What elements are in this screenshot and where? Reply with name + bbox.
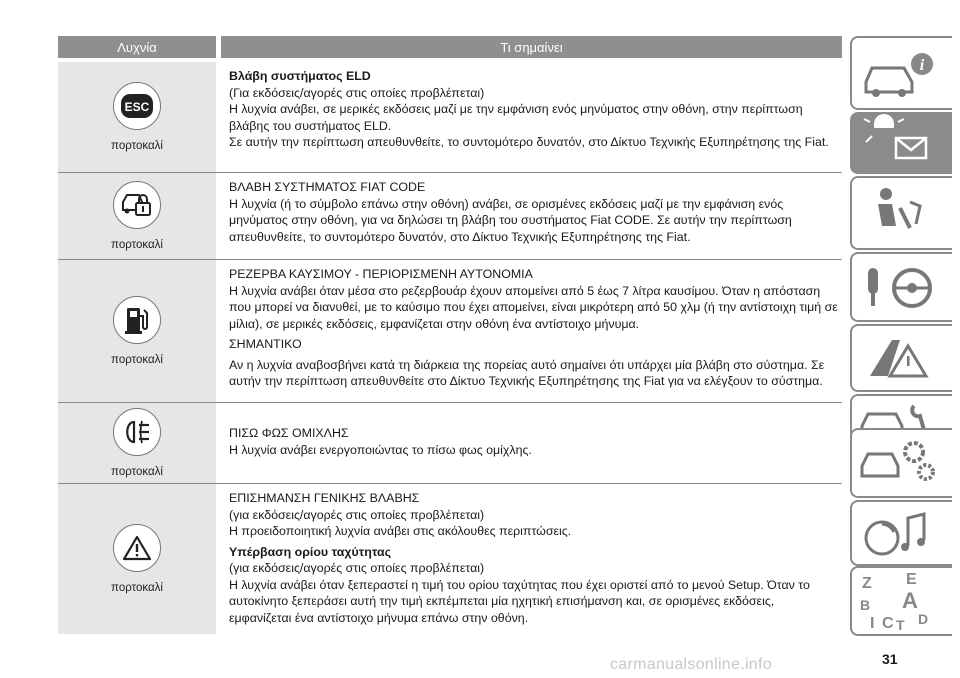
lamp-cell bbox=[58, 484, 216, 634]
row-note: (για εκδόσεις/αγορές στις οποίες προβλέπεται) bbox=[229, 507, 485, 522]
lamp-color-label: πορτοκαλί bbox=[111, 466, 163, 478]
row-text: Η προειδοποιητική λυχνία ανάβει στις ακόλουθες περιπτώσεις. bbox=[229, 524, 572, 538]
svg-text:D: D bbox=[918, 611, 929, 627]
lamp-cell bbox=[58, 173, 216, 259]
row-title: ΕΠΙΣΗΜΑΝΣΗ ΓΕΝΙΚΗΣ ΒΛΑΒΗΣ bbox=[229, 491, 420, 505]
svg-text:ESC: ESC bbox=[124, 100, 150, 114]
car-info-icon bbox=[852, 38, 952, 108]
row-subtitle: Υπέρβαση ορίου ταχύτητας bbox=[229, 544, 392, 559]
key-steering-wheel-icon bbox=[852, 254, 952, 320]
tab-safety[interactable] bbox=[850, 176, 952, 250]
media-music-icon bbox=[852, 502, 952, 564]
lamp-cell bbox=[58, 403, 216, 483]
meaning-cell bbox=[221, 62, 842, 172]
row-text: Η λυχνία ανάβει όταν μέσα στο ρεζερβουάρ έχουν απομείνει από 5 έως 7 λίτρα καυσίμου. Όταν η απόσταση που μπορεί να διανυθεί, με το καύσιμο που έχει απομείνει, είναι μικρότερη από 50 χλμ (ή την αντίστοιχη τιμή σε μίλια), σε μερικές εκδόσεις, εμφανίζεται στην οθόνη ένα αντίστοιχο μήνυμα. bbox=[229, 283, 838, 331]
tab-car-info[interactable] bbox=[850, 36, 952, 110]
svg-text:C: C bbox=[882, 615, 894, 632]
table-row bbox=[58, 259, 842, 402]
row-title: Βλάβη συστήματος ELD bbox=[229, 69, 371, 83]
row-subtitle: ΣΗΜΑΝΤΙΚΟ bbox=[229, 337, 302, 351]
row-text: Σε αυτήν την περίπτωση απευθυνθείτε, το συντομότερο δυνατόν, στο Δίκτυο Τεχνικής Εξυπηρέτησης της Fiat. bbox=[229, 135, 829, 149]
lamp-color-label: πορτοκαλί bbox=[111, 582, 163, 594]
table-header bbox=[58, 36, 842, 58]
svg-text:Z: Z bbox=[862, 575, 872, 592]
tab-technical-data[interactable] bbox=[850, 428, 952, 498]
page-number: 31 bbox=[882, 651, 898, 667]
lamp-color-label: πορτοκαλί bbox=[111, 239, 163, 251]
header-lamp: Λυχνία bbox=[58, 36, 216, 58]
svg-text:A: A bbox=[902, 588, 918, 613]
watermark: carmanualsonline.info bbox=[610, 656, 772, 673]
rear-fog-light-icon bbox=[113, 408, 161, 456]
fuel-pump-icon bbox=[113, 296, 161, 344]
tab-emergency[interactable] bbox=[850, 324, 952, 392]
esc-icon bbox=[113, 82, 161, 130]
lamp-color-label: πορτοκαλί bbox=[111, 140, 163, 152]
table-row bbox=[58, 172, 842, 259]
lamp-cell bbox=[58, 260, 216, 402]
svg-text:B: B bbox=[860, 597, 871, 613]
row-text: Η λυχνία ανάβει όταν ξεπεραστεί η τιμή του ορίου ταχύτητας που έχει οριστεί από το μενού Setup. Όταν το αυτοκίνητο ξεπεράσει αυτή την τιμή εκπέμπεται μία ηχητική επισήμανση και, σε ορισμένες εκδόσεις, εμφανίζεται ένα αντίστοιχο μήνυμα επάνω στην οθόνη. bbox=[229, 577, 810, 625]
tab-warning-lights[interactable] bbox=[850, 112, 952, 174]
fiat-code-icon bbox=[113, 181, 161, 229]
row-text: Η λυχνία ανάβει ενεργοποιώντας το πίσω φως ομίχλης. bbox=[229, 442, 532, 457]
tab-starting-driving[interactable] bbox=[850, 252, 952, 322]
row-note: (Για εκδόσεις/αγορές στις οποίες προβλέπεται) bbox=[229, 85, 485, 100]
lamp-cell bbox=[58, 62, 216, 172]
lamp-color-label: πορτοκαλί bbox=[111, 354, 163, 366]
car-gears-icon bbox=[852, 430, 952, 496]
row-text: Η λυχνία ανάβει, σε μερικές εκδόσεις μαζί με την εμφάνιση ενός μηνύματος στην οθόνη, στην περίπτωση βλάβης του συστήματος ELD. bbox=[229, 102, 803, 133]
row-title: ΡΕΖΕΡΒΑ ΚΑΥΣΙΜΟΥ - ΠΕΡΙΟΡΙΣΜΕΝΗ ΑΥΤΟΝΟΜΙΑ bbox=[229, 267, 533, 281]
svg-text:I: I bbox=[870, 615, 875, 632]
row-note: (για εκδόσεις/αγορές στις οποίες προβλέπεται) bbox=[229, 561, 485, 575]
warning-light-message-icon bbox=[852, 114, 952, 172]
row-title: ΠΙΣΩ ΦΩΣ ΟΜΙΧΛΗΣ bbox=[229, 426, 349, 440]
tab-index[interactable] bbox=[850, 566, 952, 636]
tab-multimedia[interactable] bbox=[850, 500, 952, 566]
meaning-cell bbox=[221, 403, 842, 483]
table-row bbox=[58, 402, 842, 483]
table-row bbox=[58, 62, 842, 172]
row-text: Η λυχνία (ή το σύμβολο επάνω στην οθόνη) ανάβει, σε ορισμένες εκδόσεις μαζί με την εμφάνιση ενός μηνύματος στην οθόνη, για να δηλώσει τη βλάβη του συστήματος Fiat CODE. Σε αυτήν την περίπτωση απευθυνθείτε, το συντομότερο δυνατόν, στο Δίκτυο Τεχνικής Εξυπηρέτησης της Fiat. bbox=[229, 196, 792, 244]
row-text: Αν η λυχνία αναβοσβήνει κατά τη διάρκεια της πορείας αυτό σημαίνει ότι υπάρχει μία βλάβη στο σύστημα. Σε αυτήν την περίπτωση απευθυνθείτε στο Δίκτυο Τεχνικής Εξυπηρέτησης της Fiat για να ελέγξουν το σύστημα. bbox=[229, 357, 825, 388]
meaning-cell bbox=[221, 173, 842, 259]
svg-text:E: E bbox=[906, 571, 917, 588]
warning-triangle-icon bbox=[113, 524, 161, 572]
warning-lights-table bbox=[58, 36, 842, 634]
meaning-cell bbox=[221, 260, 842, 402]
table-row bbox=[58, 483, 842, 634]
meaning-cell bbox=[221, 484, 842, 634]
row-title: ΒΛΑΒΗ ΣΥΣΤΗΜΑΤΟΣ FIAT CODE bbox=[229, 180, 426, 194]
svg-text:T: T bbox=[896, 617, 905, 633]
header-meaning: Τι σημαίνει bbox=[221, 36, 842, 58]
alphabet-index-icon bbox=[852, 568, 952, 634]
road-warning-icon bbox=[852, 326, 952, 390]
svg-text:i: i bbox=[919, 57, 925, 74]
safety-person-icon bbox=[852, 178, 952, 248]
